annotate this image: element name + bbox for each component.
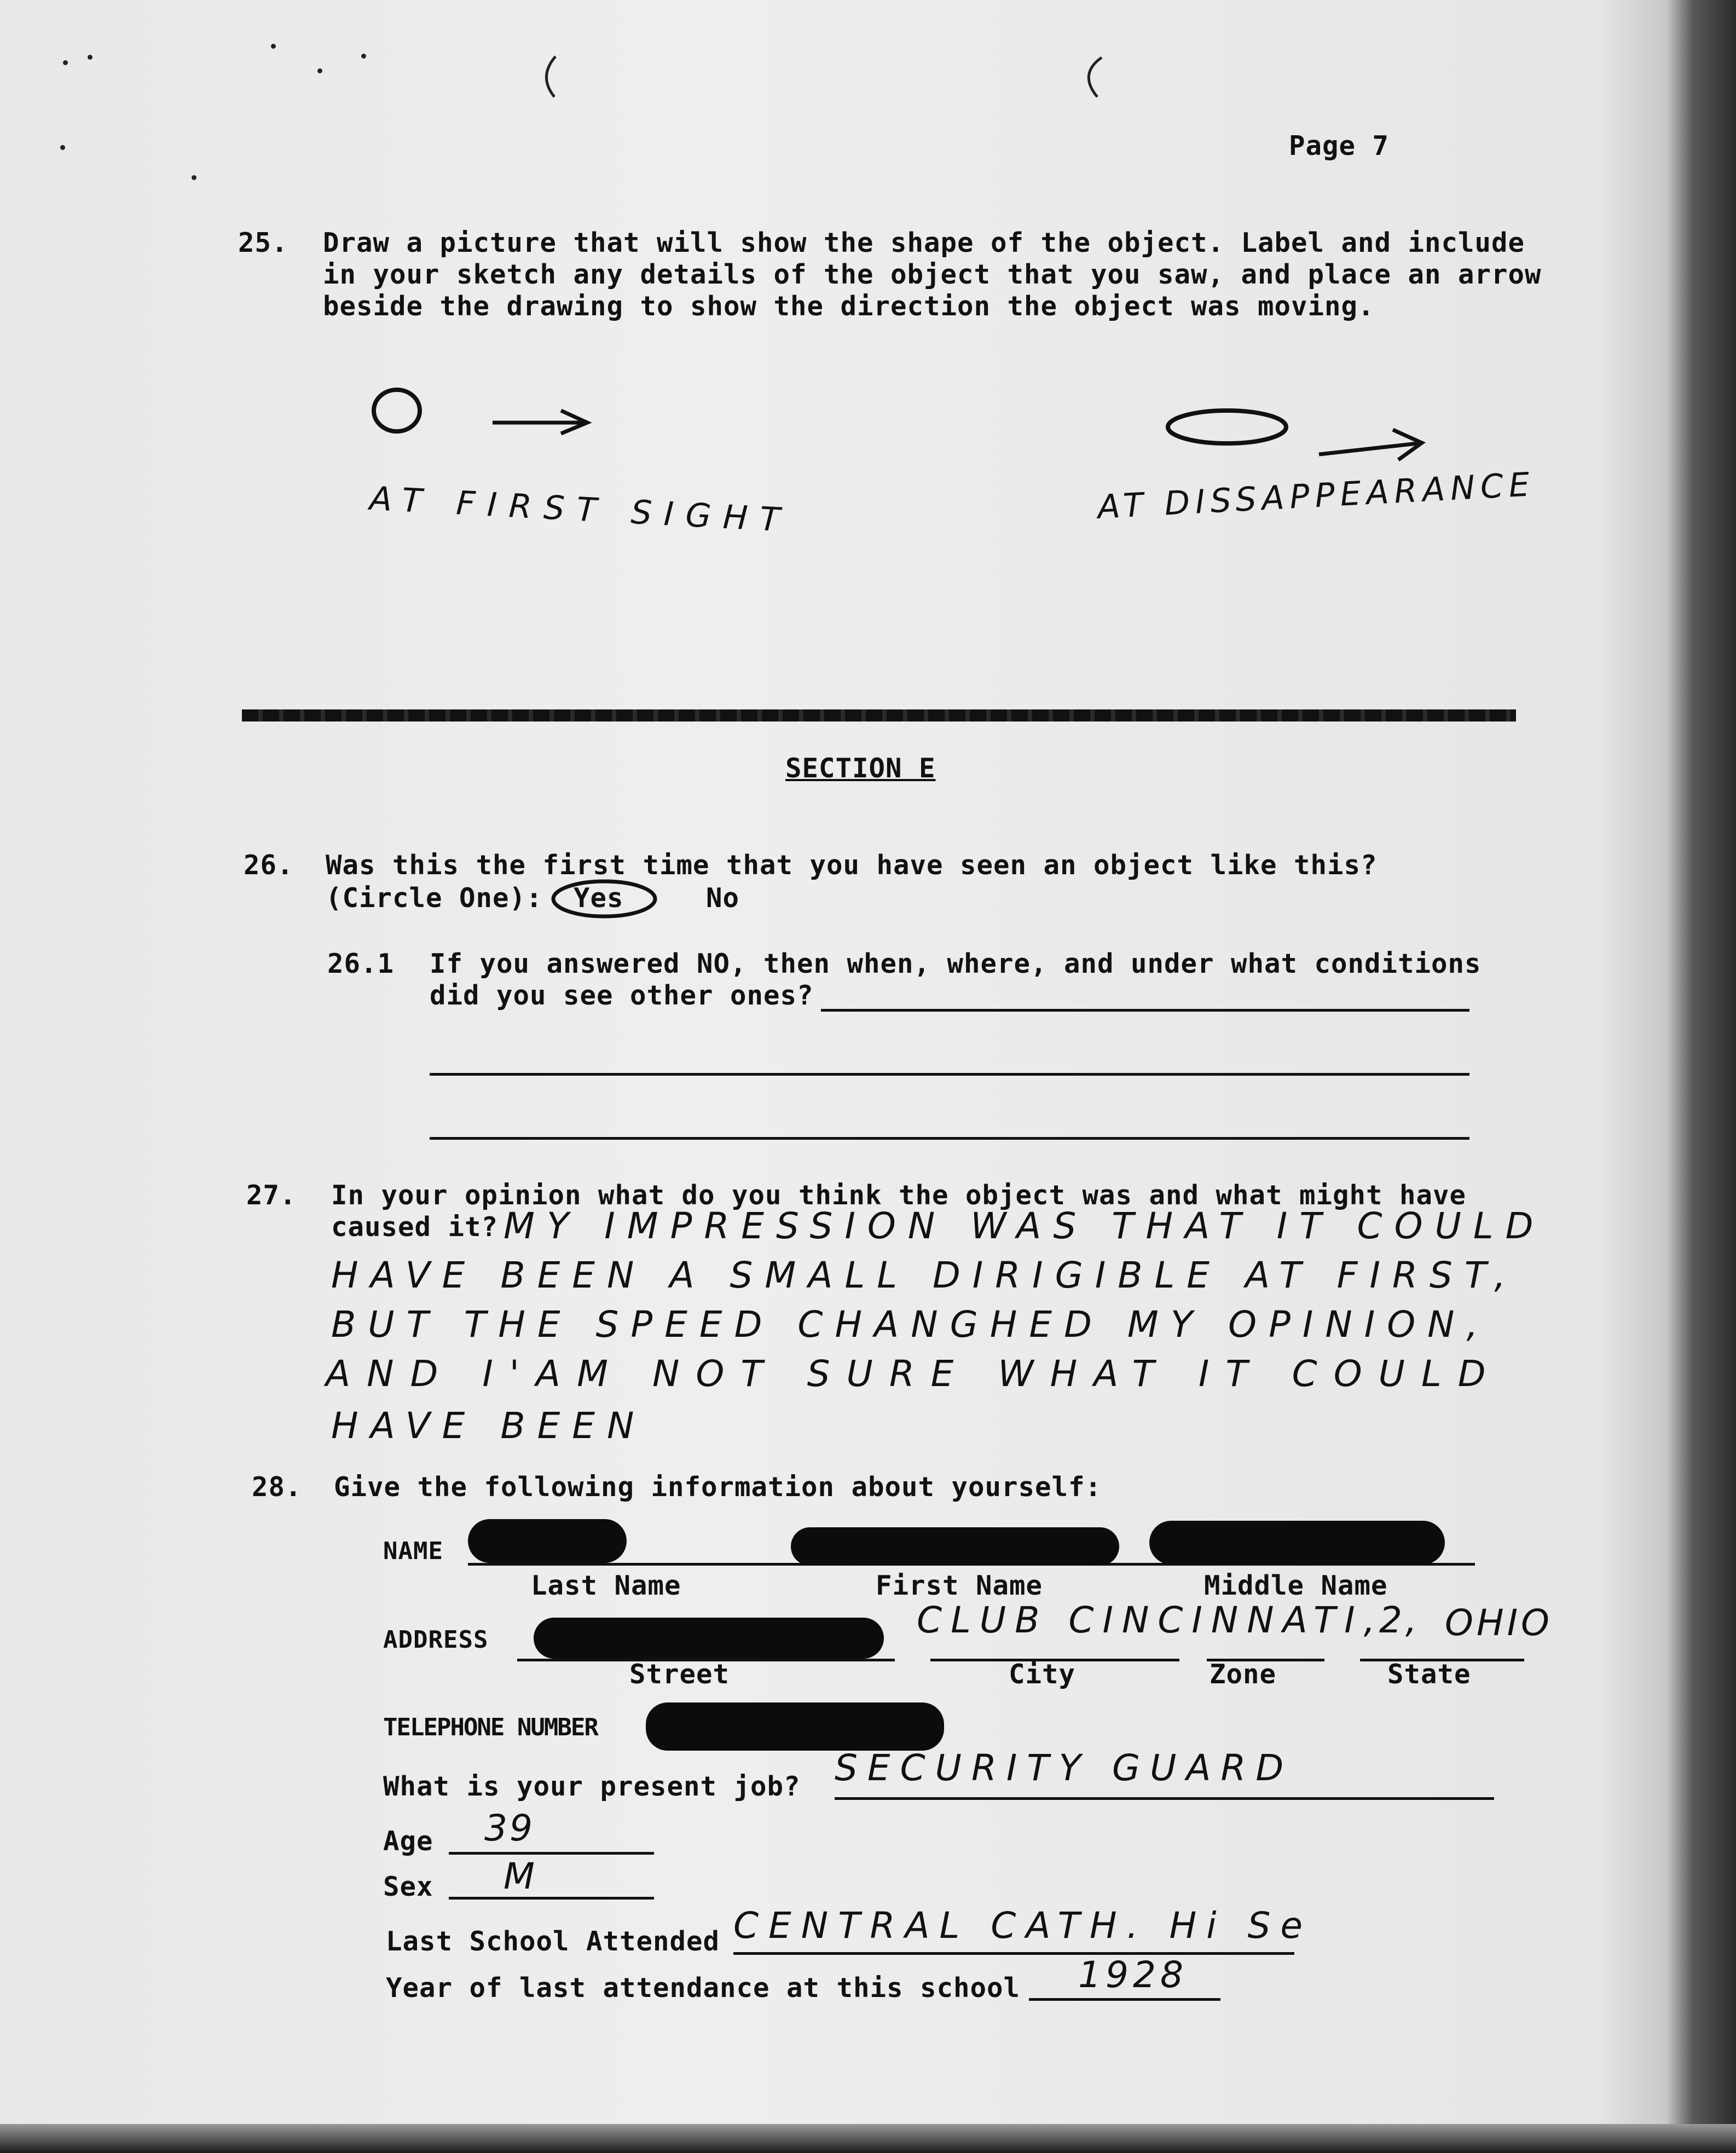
job-label: What is your present job? — [383, 1771, 801, 1802]
city-caption: City — [1009, 1659, 1076, 1690]
answer-line[interactable] — [821, 1009, 1469, 1012]
binder-hole-mark — [534, 52, 561, 101]
state-caption: State — [1387, 1659, 1471, 1690]
year-field[interactable] — [1029, 1998, 1220, 2001]
handwritten-school: CENTRAL CATH. Hi Se — [733, 1904, 1313, 1947]
arrow-right-icon — [1313, 424, 1434, 468]
sketch-ellipse-shape — [1160, 400, 1303, 460]
sketch-label-disappearance: AT DISSAPPEARANCE — [1096, 465, 1536, 527]
scan-speck — [60, 145, 65, 150]
scan-speck — [88, 55, 92, 60]
redaction-block — [646, 1702, 944, 1751]
scan-edge — [0, 2124, 1736, 2153]
sex-label: Sex — [383, 1871, 433, 1902]
handwritten-year: 1928 — [1078, 1954, 1188, 1996]
question-text: Draw a picture that will show the shape of the object. Label and include — [323, 227, 1525, 258]
redaction-block — [1149, 1521, 1445, 1565]
circle-one-prompt: (Circle One): — [326, 882, 543, 914]
middle-name-caption: Middle Name — [1204, 1570, 1388, 1601]
selection-circle — [547, 874, 662, 924]
handwritten-state: OHIO — [1445, 1602, 1553, 1644]
question-text: Give the following information about yourself: — [334, 1471, 1102, 1503]
question-text: in your sketch any details of the object that you saw, and place an arrow — [323, 259, 1542, 290]
job-field[interactable] — [835, 1797, 1494, 1800]
question-text: Was this the first time that you have seen an object like this? — [326, 850, 1378, 881]
school-field[interactable] — [733, 1952, 1294, 1955]
age-label: Age — [383, 1826, 433, 1857]
question-number: 26. — [244, 850, 294, 881]
question-number: 25. — [238, 227, 288, 258]
option-yes[interactable]: Yes — [574, 882, 624, 914]
arrow-right-icon — [490, 405, 599, 438]
handwritten-answer: AND I'AM NOT SURE WHAT IT COULD — [326, 1353, 1502, 1395]
sex-field[interactable] — [449, 1897, 654, 1900]
telephone-label: TELEPHONE NUMBER — [383, 1713, 598, 1741]
handwritten-answer: HAVE BEEN A SMALL DIRIGIBLE AT FIRST, — [331, 1254, 1518, 1296]
question-number: 28. — [252, 1471, 302, 1503]
handwritten-city: CLUB CINCINNATI, — [917, 1599, 1384, 1641]
section-title: SECTION E — [785, 753, 936, 784]
first-name-caption: First Name — [876, 1570, 1043, 1601]
question-text: did you see other ones? — [430, 980, 814, 1011]
question-text: In your opinion what do you think the object was and what might have — [331, 1180, 1467, 1211]
page-label: Page 7 — [1289, 130, 1390, 161]
redaction-block — [791, 1527, 1119, 1566]
handwritten-job: SECURITY GUARD — [835, 1747, 1294, 1789]
answer-line[interactable] — [430, 1073, 1469, 1076]
street-caption: Street — [629, 1659, 730, 1690]
handwritten-zone: 2, — [1379, 1599, 1420, 1641]
question-number: 27. — [246, 1180, 297, 1211]
scan-speck — [192, 175, 196, 180]
handwritten-sex: M — [504, 1855, 547, 1897]
zone-caption: Zone — [1210, 1659, 1277, 1690]
binder-hole-mark — [1075, 52, 1108, 101]
scan-speck — [271, 44, 276, 49]
handwritten-answer: MY IMPRESSION WAS THAT IT COULD — [504, 1205, 1546, 1247]
option-no[interactable]: No — [706, 882, 740, 914]
last-name-caption: Last Name — [531, 1570, 681, 1601]
address-label: ADDRESS — [383, 1626, 489, 1654]
answer-line[interactable] — [430, 1137, 1469, 1140]
scan-speck — [63, 60, 68, 65]
question-text: If you answered NO, then when, where, and under what conditions — [430, 948, 1482, 979]
question-number: 26.1 — [327, 948, 395, 979]
redaction-block — [534, 1618, 884, 1659]
question-text: beside the drawing to show the direction the object was moving. — [323, 291, 1375, 322]
handwritten-answer: BUT THE SPEED CHANGHED MY OPINION, — [331, 1303, 1490, 1346]
scan-speck — [317, 68, 322, 73]
handwritten-answer: HAVE BEEN — [331, 1405, 646, 1447]
school-label: Last School Attended — [386, 1926, 720, 1957]
redaction-block — [468, 1519, 627, 1563]
age-field[interactable] — [449, 1852, 654, 1855]
year-label: Year of last attendance at this school — [386, 1972, 1021, 2004]
scan-speck — [361, 54, 366, 59]
handwritten-age: 39 — [484, 1807, 535, 1849]
name-label: NAME — [383, 1537, 443, 1565]
section-divider — [242, 709, 1516, 721]
sketch-label-first-sight: AT FIRST SIGHT — [368, 479, 793, 540]
sketch-circle-shape — [367, 383, 438, 443]
question-text: caused it? — [331, 1211, 499, 1243]
